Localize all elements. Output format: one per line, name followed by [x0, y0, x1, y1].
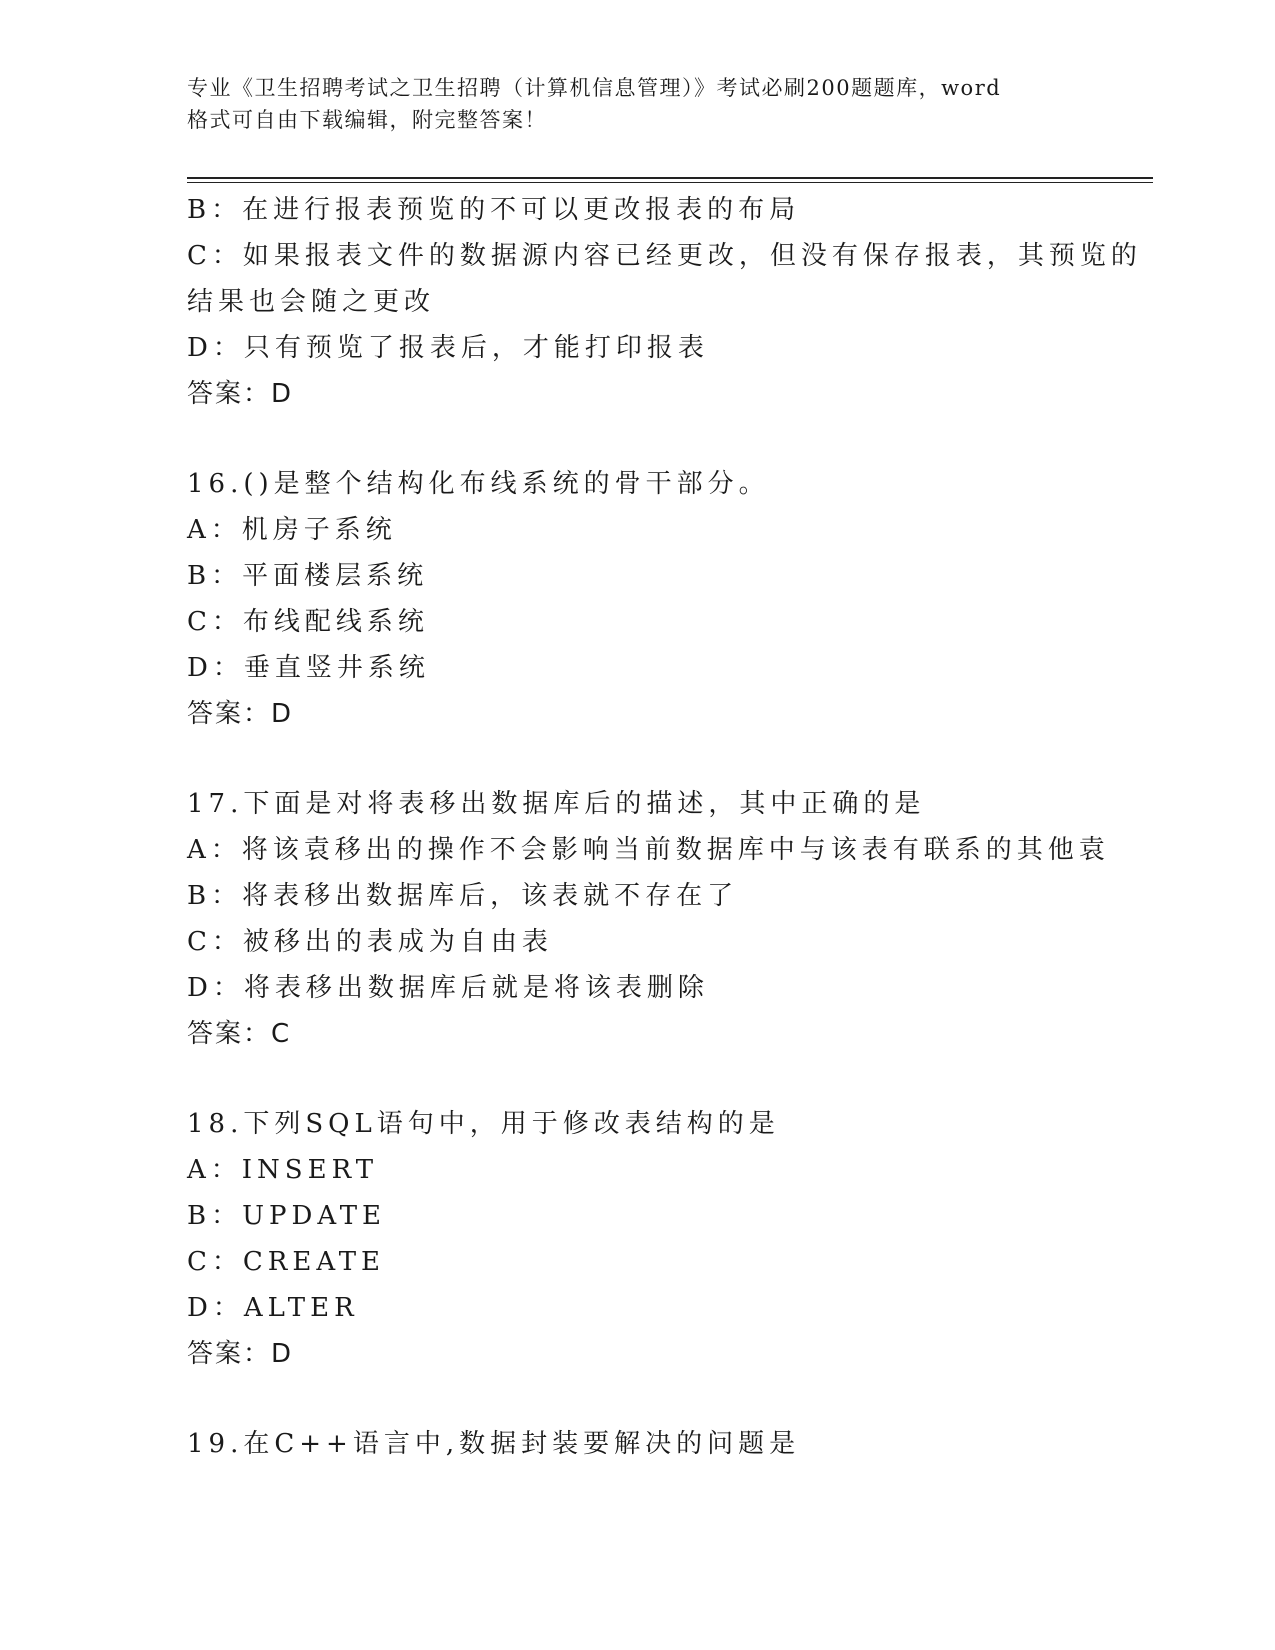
- option-d: D：ALTER: [187, 1293, 359, 1323]
- question-stem: 17.下面是对将表移出数据库后的描述，其中正确的是: [187, 789, 926, 819]
- answer: 答案：D: [187, 379, 294, 409]
- option-a: A：将该袁移出的操作不会影响当前数据库中与该表有联系的其他袁: [187, 835, 1110, 865]
- option-d: D：只有预览了报表后，才能打印报表: [187, 333, 709, 363]
- option-a: A：INSERT: [187, 1155, 379, 1185]
- answer: 答案：D: [187, 1339, 294, 1369]
- header-line-2: 格式可自由下载编辑，附完整答案！: [187, 108, 547, 132]
- question-block-15: [187, 187, 1142, 417]
- question-block-16: [187, 461, 1087, 737]
- question-list: [187, 187, 1142, 1467]
- document-header: [187, 72, 1087, 136]
- option-a: A：机房子系统: [187, 515, 397, 545]
- question-stem: 18.下列SQL语句中，用于修改表结构的是: [187, 1109, 780, 1139]
- option-b: B：将表移出数据库后，该表就不存在了: [187, 881, 739, 911]
- option-b: B：UPDATE: [187, 1201, 387, 1231]
- option-d: D：垂直竖井系统: [187, 653, 430, 683]
- question-stem: 19.在C++语言中,数据封装要解决的问题是: [187, 1429, 801, 1459]
- header-line-1: 专业《卫生招聘考试之卫生招聘（计算机信息管理）》考试必刷200题题库，word: [187, 76, 1002, 100]
- question-block-19: [187, 1421, 1087, 1467]
- option-c: C：如果报表文件的数据源内容已经更改，但没有保存报表，其预览的: [187, 241, 1142, 271]
- option-c: C：CREATE: [187, 1247, 386, 1277]
- header-divider-thin: [187, 182, 1153, 183]
- option-c: C：布线配线系统: [187, 607, 429, 637]
- option-c-continued: 结果也会随之更改: [187, 287, 436, 317]
- answer: 答案：D: [187, 699, 294, 729]
- question-block-18: [187, 1101, 1087, 1377]
- header-divider-thick: [187, 177, 1153, 179]
- option-b: B：在进行报表预览的不可以更改报表的布局: [187, 195, 801, 225]
- answer: 答案：C: [187, 1019, 292, 1049]
- option-c: C：被移出的表成为自由表: [187, 927, 553, 957]
- question-stem: 16.()是整个结构化布线系统的骨干部分。: [187, 469, 770, 499]
- question-block-17: [187, 781, 1110, 1057]
- option-d: D：将表移出数据库后就是将该表删除: [187, 973, 709, 1003]
- option-b: B：平面楼层系统: [187, 561, 429, 591]
